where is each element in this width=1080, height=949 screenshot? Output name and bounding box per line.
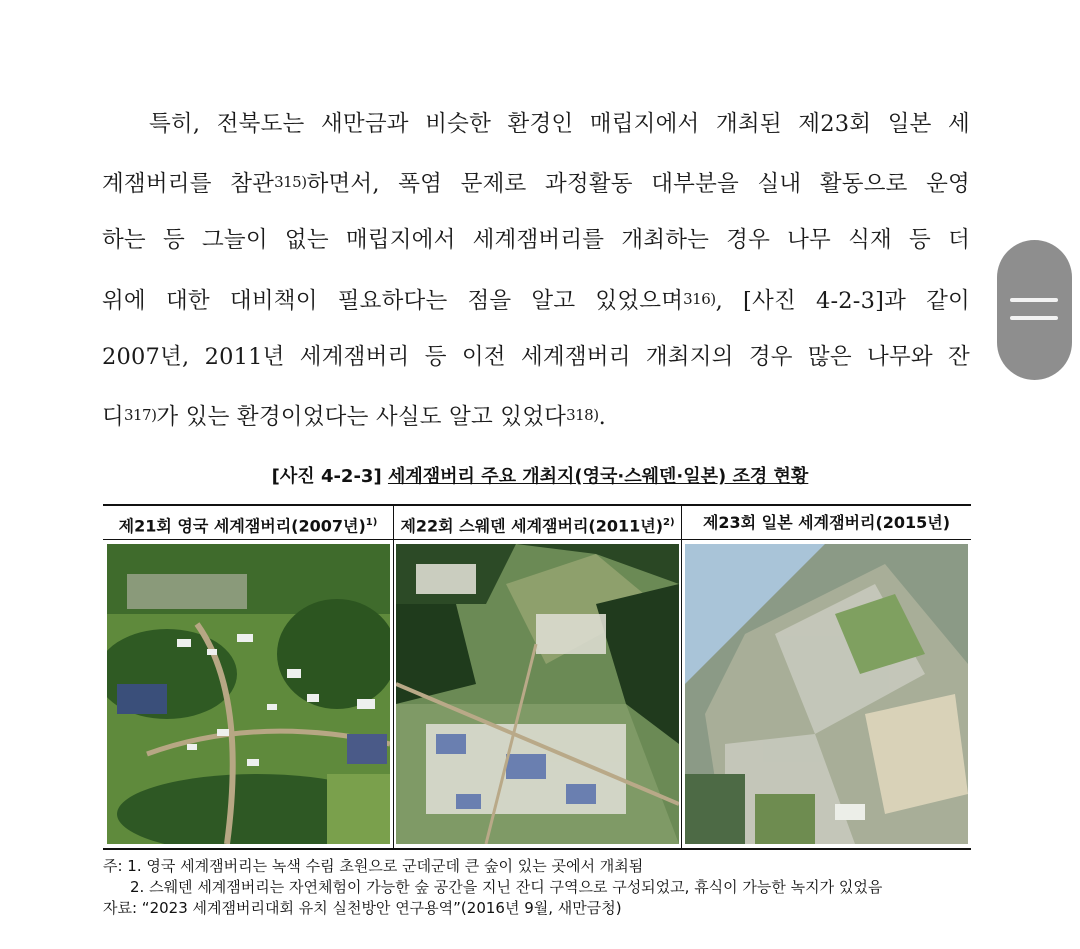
menu-icon: [1010, 316, 1058, 320]
header-text: 제22회 스웨덴 세계잼버리(2011년): [400, 516, 664, 536]
header-text: 제23회 일본 세계잼버리(2015년): [702, 513, 951, 532]
source-note: 자료: “2023 세계잼버리대회 유치 실천방안 연구용역”(2016년 9월, 새만금청): [103, 899, 622, 917]
text: 위에 대한 대비책이 필요하다는 점을 알고 있었으며: [102, 288, 684, 314]
footnote-ref-316[interactable]: 316): [683, 290, 716, 308]
figure-notes: [103, 856, 983, 919]
text: .: [598, 404, 606, 430]
paragraph-line: [102, 337, 970, 377]
paragraph-line: [102, 104, 970, 144]
paragraph-line: [102, 162, 970, 202]
caption-title: 세계잼버리 주요 개최지(영국·스웨덴·일본) 조경 현황: [387, 466, 809, 487]
header-footnote: 1): [365, 517, 378, 528]
photo-uk-jamboree-aerial: [107, 544, 390, 844]
photo-sweden-jamboree-aerial: [396, 544, 679, 844]
text: 하는 등 그늘이 없는 매립지에서 세계잼버리를 개최하는 경우 나무 식재 등 더: [102, 227, 970, 253]
figure-caption: [0, 462, 1080, 488]
paragraph-line: [102, 279, 970, 319]
text: 디: [102, 404, 124, 430]
photo-japan-jamboree-aerial: [685, 544, 968, 844]
text: 특히, 전북도는 새만금과 비슷한 환경인 매립지에서 개최된 제23회 일본 세: [149, 111, 970, 137]
menu-icon: [1010, 298, 1058, 302]
note-2: 2. 스웨덴 세계잼버리는 자연체험이 가능한 숲 공간을 지닌 잔디 구역으로 구성되었고, 휴식이 가능한 녹지가 있었음: [130, 878, 883, 896]
paragraph-line: [102, 395, 970, 435]
footnote-ref-318[interactable]: 318): [566, 406, 599, 424]
note-1: 주: 1. 영국 세계잼버리는 녹색 수림 초원으로 군데군데 큰 숲이 있는 곳에서 개최됨: [103, 857, 644, 875]
footnote-ref-315[interactable]: 315): [274, 173, 307, 191]
column-header-sweden: [394, 506, 681, 540]
floating-menu-button[interactable]: [997, 240, 1072, 380]
text: , [사진 4-2-3]과 같이: [715, 288, 970, 314]
header-text: 제21회 영국 세계잼버리(2007년): [118, 516, 366, 536]
caption-number: [사진 4-2-3]: [271, 466, 382, 487]
column-divider: [681, 506, 682, 848]
text: 계잼버리를 참관: [102, 171, 275, 197]
paragraph-line: [102, 220, 970, 260]
text: 하면서, 폭염 문제로 과정활동 대부분을 실내 활동으로 운영: [306, 171, 970, 197]
column-divider: [393, 506, 394, 848]
column-header-uk: [103, 506, 393, 540]
photo-table: [103, 504, 971, 850]
text: 2007년, 2011년 세계잼버리 등 이전 세계잼버리 개최지의 경우 많은 나무와 잔: [102, 344, 970, 370]
text: 가 있는 환경이었다는 사실도 알고 있었다: [156, 404, 567, 430]
column-header-japan: [682, 506, 971, 540]
header-footnote: 2): [663, 517, 675, 528]
footnote-ref-317[interactable]: 317): [123, 406, 157, 424]
